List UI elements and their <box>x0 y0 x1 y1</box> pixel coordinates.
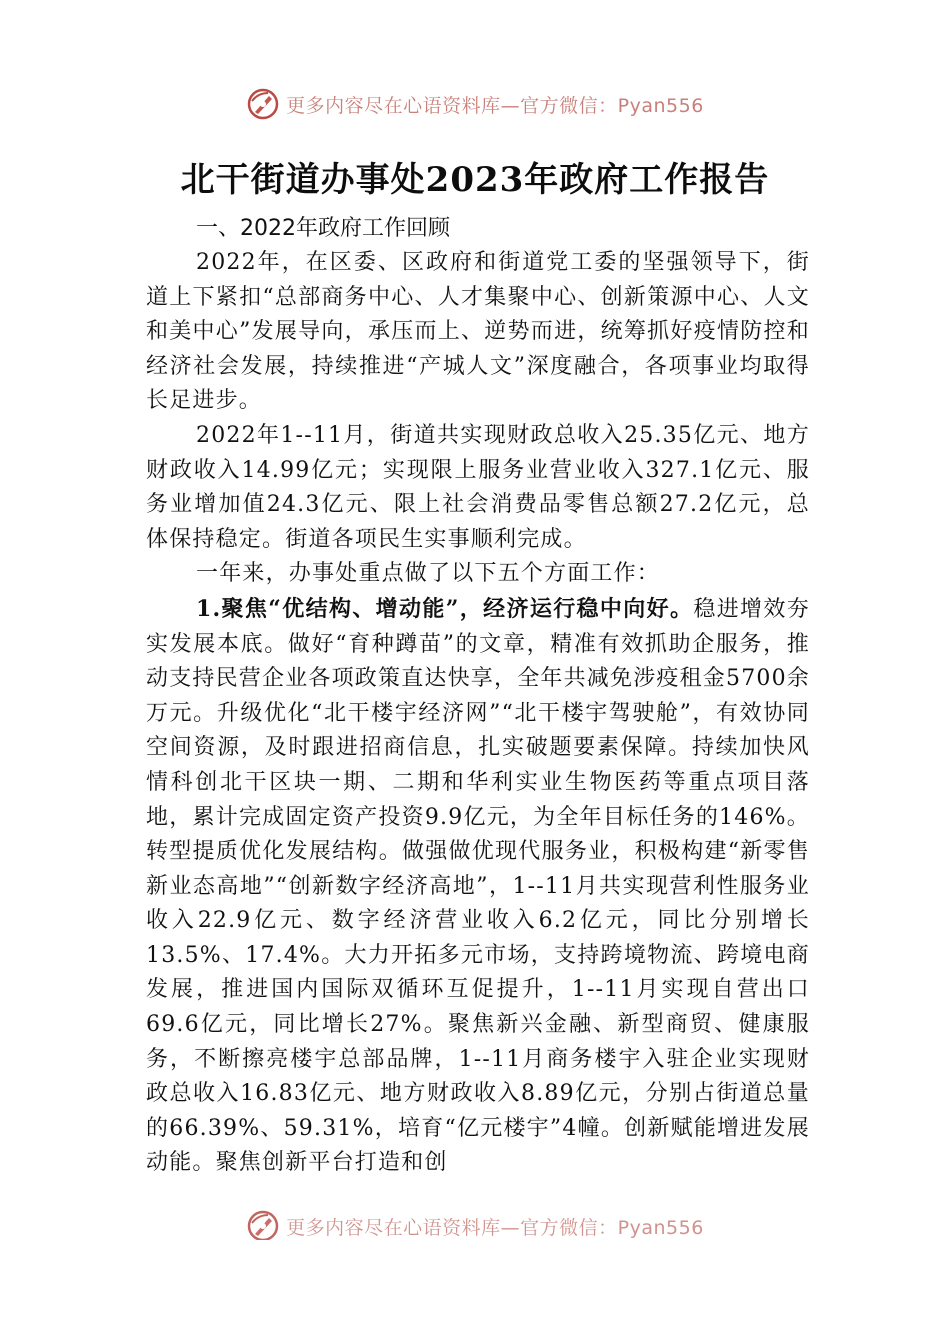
pen-nib-seal-icon <box>246 1209 280 1240</box>
paragraph-fiscal-summary: 2022年1--11月，街道共实现财政总收入25.35亿元、地方财政收入14.99亿元；实现限上服务业营业收入327.1亿元、服务业增加值24.3亿元、限上社会消费品零售总额27.2亿元，总体保持稳定。街道各项民生实事顺利完成。 <box>146 422 810 552</box>
document-title: 北干街道办事处2023年政府工作报告 <box>180 160 770 200</box>
paragraph-economy <box>146 592 810 1181</box>
watermark-text: 更多内容尽在心语资料库—官方微信：Pyan556 <box>286 94 704 117</box>
paragraph-economy-body: 稳进增效夯实发展本底。做好“育种蹲苗”的文章，精准有效抓助企服务，推动支持民营企业各项政策直达快享，全年共减免涉疫租金5700余万元。升级优化“北干楼宇经济网”“北干楼宇驾驶舱”，有效协同空间资源，及时跟进招商信息，扎实破题要素保障。持续加快风情科创北干区块一期、二期和华利实业生物医药等重点项目落地，累计完成固定资产投资9.9亿元，为全年目标任务的146%。转型提质优化发展结构。做强做优现代服务业，积极构建“新零售新业态高地”“创新数字经济高地”，1--11月共实现营利性服务业收入22.9亿元、数字经济营业收入6.2亿元，同比分别增长13.5%、17.4%。大力开拓多元市场，支持跨境物流、跨境电商发展，推进国内国际双循环互促提升，1--11月实现自营出口69.6亿元，同比增长27%。聚焦新兴金融、新型商贸、健康服务，不断擦亮楼宇总部品牌，1--11月商务楼宇入驻企业实现财政总收入16.83亿元、地方财政收入8.89亿元，分别占街道总量的66.39%、59.31%，培育“亿元楼宇”4幢。创新赋能增进发展动能。聚焦创新平台打造和创 <box>146 596 810 1176</box>
watermark-header <box>0 84 950 124</box>
watermark-footer <box>0 1204 950 1240</box>
paragraph-five-aspects: 一年来，办事处重点做了以下五个方面工作： <box>196 561 661 587</box>
paragraph-overview: 2022年，在区委、区政府和街道党工委的坚强领导下，街道上下紧扣“总部商务中心、人才集聚中心、创新策源中心、人文和美中心”发展导向，承压而上、逆势而进，统筹抓好疫情防控和经济社会发展，持续推进“产城人文”深度融合，各项事业均取得长足进步。 <box>146 250 810 414</box>
document-body <box>146 212 810 1181</box>
pen-nib-seal-icon <box>246 87 280 121</box>
watermark-text: 更多内容尽在心语资料库—官方微信：Pyan556 <box>286 1216 704 1239</box>
paragraph-economy-lead: 1.聚焦“优结构、增动能”，经济运行稳中向好。 <box>196 595 694 622</box>
section-heading: 一、2022年政府工作回顾 <box>196 216 450 241</box>
